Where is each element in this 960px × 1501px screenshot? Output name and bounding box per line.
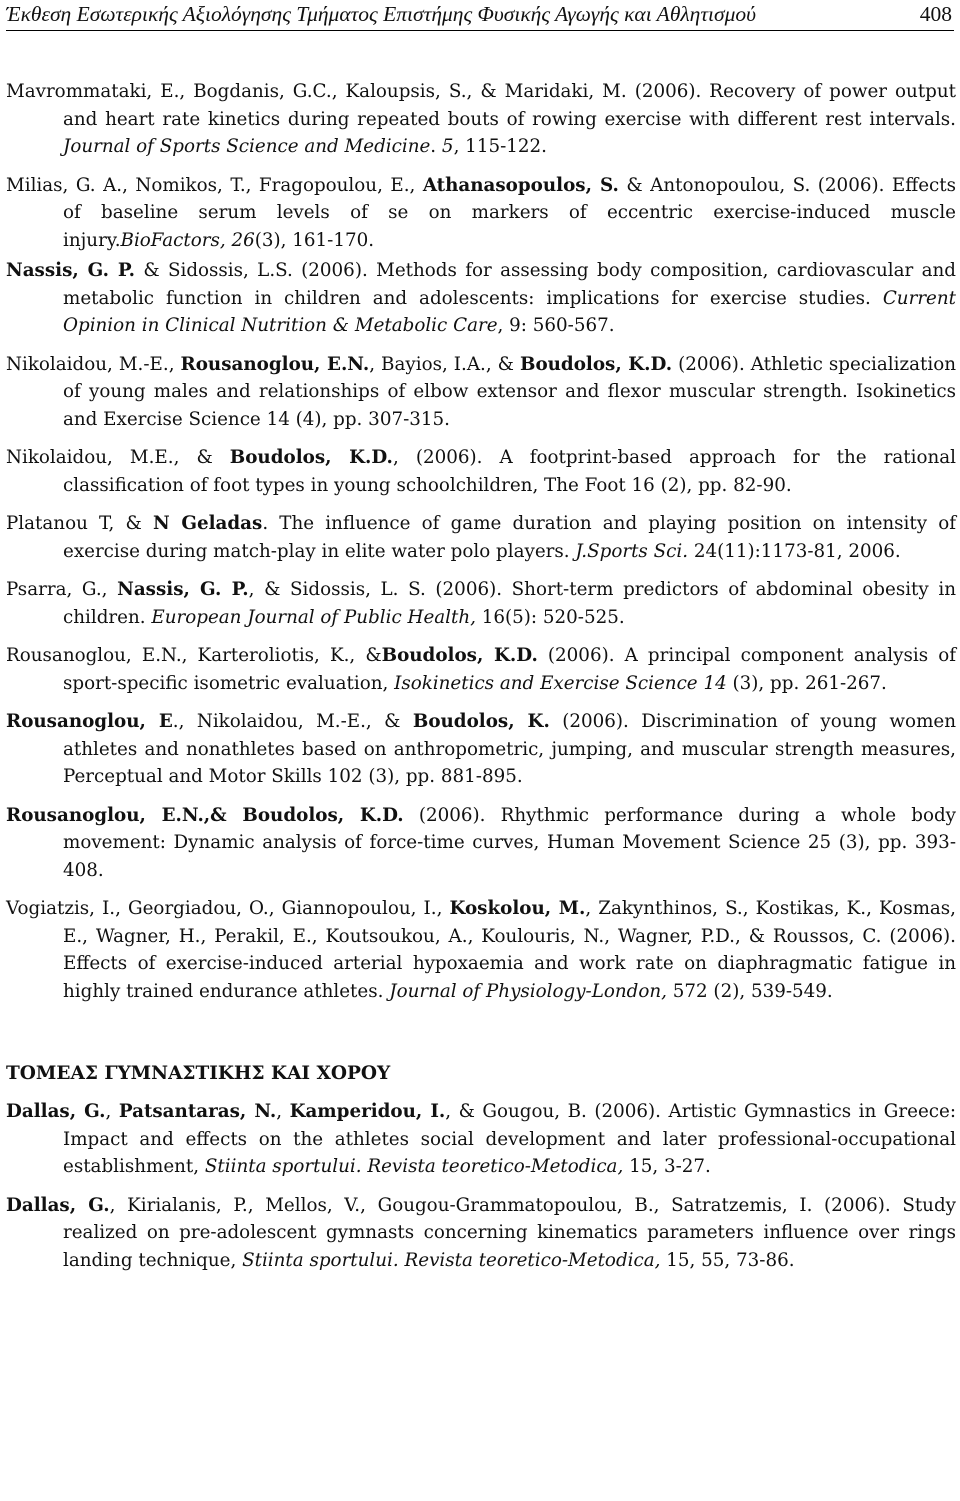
reference-item: Nikolaidou, M.-E., Rousanoglou, E.N., Bayios, I.A., & Boudolos, K.D. (2006). Athletic specialization of young males and relationships of elbow extensor and flexor muscular strength. Isokinetics and Exercise Science 14 (4), pp. 307-315.: [6, 353, 956, 430]
reference-item: Rousanoglou, E.N., Karteroliotis, K., &Boudolos, K.D. (2006). A principal component analysis of sport-specific isometric evaluation, Isokinetics and Exercise Science 14 (3), pp. 261-267.: [6, 645, 956, 694]
page-header: [6, 0, 954, 31]
reference-item: Mavrommataki, E., Bogdanis, G.C., Kaloupsis, S., & Maridaki, M. (2006). Recovery of power output and heart rate kinetics during repeated bouts of rowing exercise with different rest intervals. Journal of Sports Science and Medicine. 5, 115-122.: [6, 81, 956, 157]
reference-item: Psarra, G., Nassis, G. P., & Sidossis, L. S. (2006). Short-term predictors of abdominal obesity in children. European Journal of Public Health, 16(5): 520-525.: [6, 579, 956, 628]
reference-item: Dallas, G., Kirialanis, P., Mellos, V., Gougou-Grammatopoulou, B., Satratzemis, I. (2006). Study realized on pre-adolescent gymnasts concerning kinematics parameters influence over rings landing technique, Stiinta sportului. Revista teoretico-Metodica, 15, 55, 73-86.: [6, 1194, 956, 1271]
reference-item: Milias, G. A., Nomikos, T., Fragopoulou, E., Athanasopoulos, S. & Antonopoulou, S. (2006). Effects of baseline serum levels of se on markers of eccentric exercise-induced muscle injury.BioFactors, 26(3), 161-170.: [6, 174, 956, 251]
reference-item: Rousanoglou, E., Nikolaidou, M.-E., & Boudolos, K. (2006). Discrimination of young women athletes and nonathletes based on anthropometric, jumping, and muscular strength measures, Perceptual and Motor Skills 102 (3), pp. 881-895.: [6, 711, 956, 787]
reference-item: Platanou T, & N Geladas. The influence of game duration and playing position on intensity of exercise during match-play in elite water polo players. J.Sports Sci. 24(11):1173-81, 2006.: [6, 513, 956, 562]
reference-item: Vogiatzis, I., Georgiadou, O., Giannopoulou, I., Koskolou, M., Zakynthinos, S., Kostikas, K., Kosmas, E., Wagner, H., Perakil, E., Koutsoukou, A., Koulouris, N., Wagner, P.D., & Roussos, C. (2006). Effects of exercise-induced arterial hypoxaemia and work rate on diaphragmatic fatigue in highly trained endurance athletes. Journal of Physiology-London, 572 (2), 539-549.: [6, 898, 956, 1002]
reference-item: Dallas, G., Patsantaras, N., Kamperidou, I., & Gougou, B. (2006). Artistic Gymnastics in Greece: Impact and effects on the athletes social development and later professional-occupational establishment, Stiinta sportului. Revista teoretico-Metodica, 15, 3-27.: [6, 1101, 957, 1177]
reference-item: Rousanoglou, E.N.,& Boudolos, K.D. (2006). Rhythmic performance during a whole body movement: Dynamic analysis of force-time curves, Human Movement Science 25 (3), pp. 393-408.: [6, 804, 957, 881]
reference-item: Nassis, G. P. & Sidossis, L.S. (2006). Methods for assessing body composition, cardiovascular and metabolic function in children and adolescents: implications for exercise studies. Current Opinion in Clinical Nutrition & Metabolic Care, 9: 560-567.: [6, 260, 956, 336]
page-number: 408: [919, 2, 952, 26]
header-title: Έκθεση Εσωτερικής Αξιολόγησης Τμήματος Επιστήμης Φυσικής Αγωγής και Αθλητισμού: [6, 2, 757, 26]
reference-list: [6, 78, 956, 1285]
section-heading: ΤΟΜΕΑΣ ΓΥΜΝΑΣΤΙΚΗΣ ΚΑΙ ΧΟΡΟΥ: [6, 1063, 391, 1084]
reference-item: Nikolaidou, M.E., & Boudolos, K.D., (2006). A footprint-based approach for the rational classification of foot types in young schoolchildren, The Foot 16 (2), pp. 82-90.: [6, 447, 956, 496]
